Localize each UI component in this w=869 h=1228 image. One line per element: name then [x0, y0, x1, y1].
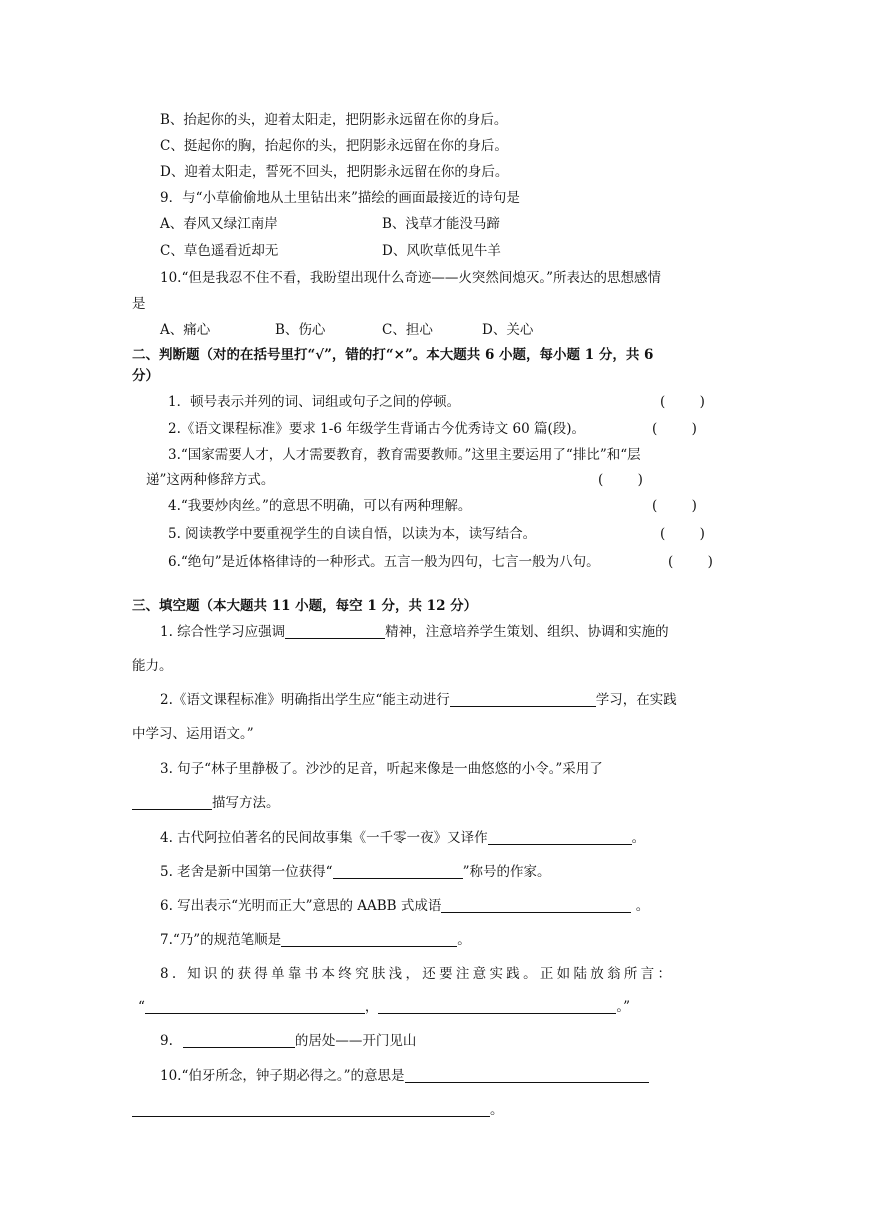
judge-q5: 5. 阅读教学中要重视学生的自读自悟，以读为本，读写结合。	[168, 526, 537, 542]
q9-option-c: C、草色遥看近却无	[160, 243, 279, 259]
fill-q9-blank[interactable]	[183, 1033, 295, 1048]
fill-q1-text-b: 精神，注意培养学生策划、组织、协调和实施的	[385, 624, 669, 640]
fill-q7	[160, 930, 471, 950]
fill-q9-text-b: 的居处——开门见山	[294, 1033, 417, 1049]
fill-q10-text-a: 10.“伯牙所念，钟子期必得之。”的意思是	[160, 1068, 405, 1084]
fill-q10-cont	[132, 1100, 504, 1120]
fill-q5-text-a: 5. 老舍是新中国第一位获得“	[160, 864, 333, 880]
fill-q8-open-quote: “	[138, 999, 145, 1015]
fill-q5	[160, 862, 550, 882]
fill-q10	[160, 1066, 649, 1086]
fill-q6-text-b: 。	[631, 898, 650, 914]
fill-q10-blank-2[interactable]	[132, 1102, 490, 1117]
q9-option-d: D、风吹草低见牛羊	[382, 243, 501, 259]
fill-q2-text-a: 2.《语文课程标准》明确指出学生应“能主动进行	[160, 692, 450, 708]
fill-q1-cont: 能力。	[132, 658, 173, 674]
judge-q2: 2.《语文课程标准》要求 1-6 年级学生背诵古今优秀诗文 60 篇(段)。	[168, 421, 585, 437]
question-9: 9．与“小草偷偷地从土里钻出来”描绘的画面最接近的诗句是	[160, 190, 520, 206]
fill-q4-text-b: 。	[631, 830, 646, 846]
fill-q6-blank[interactable]	[441, 898, 631, 913]
q10-option-b: B、伤心	[275, 322, 326, 338]
q8-option-c: C、挺起你的胸，抬起你的头，把阴影永远留在你的身后。	[160, 138, 508, 154]
fill-q7-text-a: 7.“乃”的规范笔顺是	[160, 932, 282, 948]
judge-q1-answer-paren[interactable]: ( )	[660, 394, 705, 410]
fill-q9-number: 9.	[160, 1033, 173, 1049]
q9-option-b: B、浅草才能没马蹄	[382, 216, 500, 232]
fill-q10-blank-1[interactable]	[405, 1068, 649, 1083]
fill-q1-text-a: 1. 综合性学习应强调	[160, 624, 286, 640]
fill-q3-blank[interactable]	[132, 795, 212, 810]
fill-q1-blank[interactable]	[285, 624, 385, 639]
fill-q2-text-b: 学习，在实践	[595, 692, 677, 708]
fill-q8: 8. 知识的获得单靠书本终究肤浅，还要注意实践。正如陆放翁所言：	[160, 966, 675, 982]
fill-q4-blank[interactable]	[488, 830, 632, 845]
question-10-line1: 10.“但是我忍不住不看，我盼望出现什么奇迹——火突然间熄灭。”所表达的思想感情	[160, 270, 662, 286]
fill-q9	[160, 1031, 416, 1051]
fill-q8-comma: ，	[364, 999, 379, 1015]
judge-q4-answer-paren[interactable]: ( )	[652, 498, 697, 514]
judge-q3-answer-paren[interactable]: ( )	[598, 472, 643, 488]
fill-q8-blank-2[interactable]	[378, 999, 616, 1014]
fill-q4-text-a: 4. 古代阿拉伯著名的民间故事集《一千零一夜》又译作	[160, 830, 488, 846]
q10-option-c: C、担心	[382, 322, 433, 338]
fill-q4	[160, 828, 645, 848]
fill-q6-text-a: 6. 写出表示“光明而正大”意思的 AABB 式成语	[160, 898, 442, 914]
judge-q1: 1．顿号表示并列的词、词组或句子之间的停顿。	[168, 394, 461, 410]
judge-q5-answer-paren[interactable]: ( )	[660, 526, 705, 542]
fill-q3-cont	[132, 793, 280, 813]
section3-heading: 三、填空题（本大题共 11 小题，每空 1 分，共 12 分）	[132, 598, 478, 614]
fill-q3: 3. 句子“林子里静极了。沙沙的足音，听起来像是一曲悠悠的小令。”采用了	[160, 761, 603, 777]
fill-q3-text-b: 描写方法。	[212, 795, 280, 811]
judge-q6: 6.“绝句”是近体格律诗的一种形式。五言一般为四句，七言一般为八句。	[168, 554, 600, 570]
fill-q5-text-b: ”称号的作家。	[462, 864, 551, 880]
q10-option-a: A、痛心	[160, 322, 211, 338]
fill-q8-cont	[138, 997, 630, 1017]
fill-q2-cont: 中学习、运用语文。”	[132, 726, 254, 742]
judge-q4: 4.“我要炒肉丝。”的意思不明确，可以有两种理解。	[168, 498, 472, 514]
fill-q8-close-quote: 。”	[616, 999, 631, 1015]
q8-option-b: B、抬起你的头，迎着太阳走，把阴影永远留在你的身后。	[160, 112, 508, 128]
section2-heading: 二、判断题（对的在括号里打“√”，错的打“×”。本大题共 6 小题，每小题 1 分，共 6	[132, 347, 654, 363]
question-10-line2: 是	[132, 296, 146, 312]
fill-q7-blank[interactable]	[281, 932, 457, 947]
fill-q7-text-b: 。	[457, 932, 471, 948]
q9-option-a: A、春风又绿江南岸	[160, 216, 278, 232]
fill-q2	[160, 690, 677, 710]
judge-q3-line1: 3.“国家需要人才，人才需要教育，教育需要教师。”这里主要运用了“排比”和“层	[168, 447, 641, 463]
section2-heading-cont: 分）	[132, 368, 159, 384]
judge-q6-answer-paren[interactable]: ( )	[668, 554, 713, 570]
judge-q2-answer-paren[interactable]: ( )	[652, 421, 697, 437]
fill-q5-blank[interactable]	[333, 864, 463, 879]
fill-q2-blank[interactable]	[450, 692, 596, 707]
fill-q10-end: 。	[490, 1102, 504, 1118]
q8-option-d: D、迎着太阳走，誓死不回头，把阴影永远留在你的身后。	[160, 164, 509, 180]
fill-q8-blank-1[interactable]	[145, 999, 365, 1014]
judge-q3-line2: 递”这两种修辞方式。	[146, 472, 275, 488]
fill-q1	[160, 622, 669, 642]
q10-option-d: D、关心	[482, 322, 534, 338]
fill-q6	[160, 896, 649, 916]
